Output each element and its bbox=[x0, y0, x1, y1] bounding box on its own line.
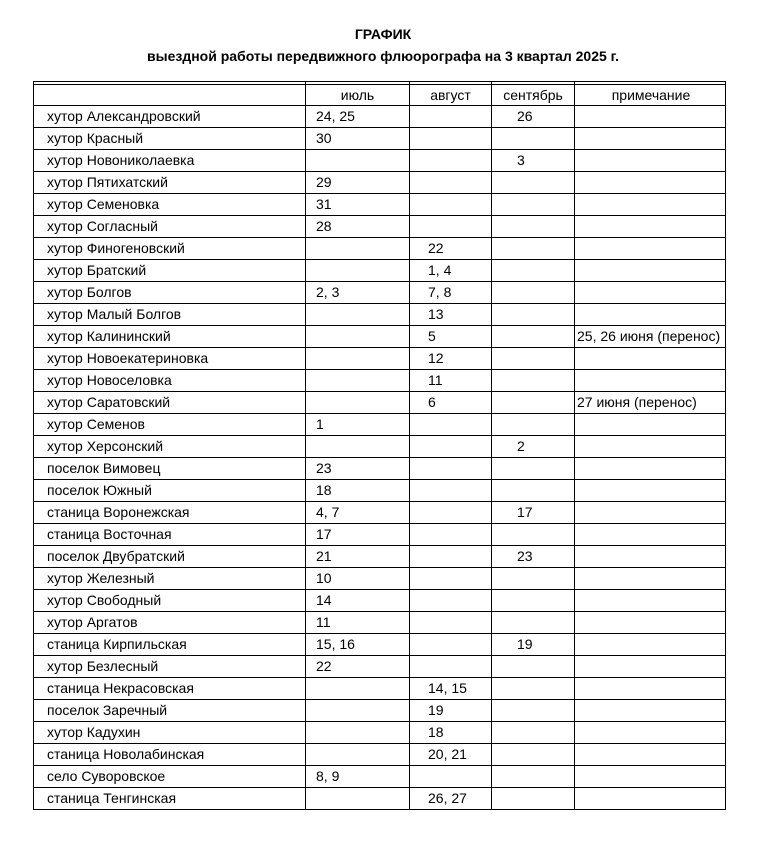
table-row bbox=[34, 744, 726, 766]
table-row bbox=[34, 480, 726, 502]
header-note: примечание bbox=[575, 85, 726, 106]
note-cell bbox=[575, 414, 726, 436]
august-dates-cell: 18 bbox=[410, 722, 492, 744]
august-dates-cell bbox=[410, 524, 492, 546]
table-row bbox=[34, 546, 726, 568]
note-cell bbox=[575, 128, 726, 150]
august-dates-cell: 1, 4 bbox=[410, 260, 492, 282]
september-dates-cell bbox=[492, 370, 575, 392]
table-row bbox=[34, 106, 726, 128]
table-row bbox=[34, 722, 726, 744]
july-dates-cell: 24, 25 bbox=[306, 106, 410, 128]
settlement-name-cell: хутор Братский bbox=[34, 260, 306, 282]
note-cell: 25, 26 июня (перенос) bbox=[575, 326, 726, 348]
table-row bbox=[34, 172, 726, 194]
settlement-name-cell: хутор Саратовский bbox=[34, 392, 306, 414]
august-dates-cell bbox=[410, 150, 492, 172]
settlement-name-cell: хутор Болгов bbox=[34, 282, 306, 304]
august-dates-cell bbox=[410, 568, 492, 590]
july-dates-cell bbox=[306, 304, 410, 326]
settlement-name-cell: хутор Калининский bbox=[34, 326, 306, 348]
august-dates-cell bbox=[410, 656, 492, 678]
august-dates-cell bbox=[410, 634, 492, 656]
table-row bbox=[34, 458, 726, 480]
july-dates-cell bbox=[306, 678, 410, 700]
july-dates-cell: 23 bbox=[306, 458, 410, 480]
august-dates-cell bbox=[410, 546, 492, 568]
table-row bbox=[34, 414, 726, 436]
note-cell bbox=[575, 480, 726, 502]
table-row bbox=[34, 128, 726, 150]
settlement-name-cell: хутор Семеновка bbox=[34, 194, 306, 216]
july-dates-cell bbox=[306, 348, 410, 370]
september-dates-cell bbox=[492, 722, 575, 744]
note-cell bbox=[575, 436, 726, 458]
august-dates-cell bbox=[410, 128, 492, 150]
september-dates-cell bbox=[492, 304, 575, 326]
settlement-name-cell: поселок Двубратский bbox=[34, 546, 306, 568]
settlement-name-cell: хутор Красный bbox=[34, 128, 306, 150]
table-row bbox=[34, 260, 726, 282]
header-name bbox=[34, 85, 306, 106]
settlement-name-cell: станица Новолабинская bbox=[34, 744, 306, 766]
september-dates-cell bbox=[492, 238, 575, 260]
september-dates-cell bbox=[492, 348, 575, 370]
note-cell bbox=[575, 546, 726, 568]
note-cell bbox=[575, 150, 726, 172]
august-dates-cell bbox=[410, 590, 492, 612]
table-row bbox=[34, 524, 726, 546]
settlement-name-cell: хутор Финогеновский bbox=[34, 238, 306, 260]
september-dates-cell bbox=[492, 480, 575, 502]
september-dates-cell bbox=[492, 414, 575, 436]
table-row bbox=[34, 238, 726, 260]
august-dates-cell bbox=[410, 458, 492, 480]
september-dates-cell: 19 bbox=[492, 634, 575, 656]
august-dates-cell bbox=[410, 480, 492, 502]
september-dates-cell bbox=[492, 590, 575, 612]
settlement-name-cell: село Суворовское bbox=[34, 766, 306, 788]
settlement-name-cell: станица Воронежская bbox=[34, 502, 306, 524]
september-dates-cell: 2 bbox=[492, 436, 575, 458]
note-cell: 27 июня (перенос) bbox=[575, 392, 726, 414]
august-dates-cell: 19 bbox=[410, 700, 492, 722]
september-dates-cell bbox=[492, 392, 575, 414]
note-cell bbox=[575, 238, 726, 260]
july-dates-cell bbox=[306, 370, 410, 392]
august-dates-cell bbox=[410, 106, 492, 128]
settlement-name-cell: хутор Новоекатериновка bbox=[34, 348, 306, 370]
settlement-name-cell: хутор Семенов bbox=[34, 414, 306, 436]
july-dates-cell bbox=[306, 700, 410, 722]
note-cell bbox=[575, 634, 726, 656]
august-dates-cell: 26, 27 bbox=[410, 788, 492, 810]
settlement-name-cell: хутор Кадухин bbox=[34, 722, 306, 744]
july-dates-cell: 14 bbox=[306, 590, 410, 612]
note-cell bbox=[575, 106, 726, 128]
note-cell bbox=[575, 458, 726, 480]
august-dates-cell bbox=[410, 414, 492, 436]
july-dates-cell: 4, 7 bbox=[306, 502, 410, 524]
schedule-table bbox=[33, 81, 726, 810]
july-dates-cell: 1 bbox=[306, 414, 410, 436]
settlement-name-cell: хутор Железный bbox=[34, 568, 306, 590]
september-dates-cell: 17 bbox=[492, 502, 575, 524]
note-cell bbox=[575, 612, 726, 634]
july-dates-cell: 15, 16 bbox=[306, 634, 410, 656]
september-dates-cell bbox=[492, 194, 575, 216]
july-dates-cell: 28 bbox=[306, 216, 410, 238]
table-row bbox=[34, 700, 726, 722]
note-cell bbox=[575, 744, 726, 766]
settlement-name-cell: поселок Южный bbox=[34, 480, 306, 502]
note-cell bbox=[575, 700, 726, 722]
settlement-name-cell: поселок Заречный bbox=[34, 700, 306, 722]
settlement-name-cell: станица Кирпильская bbox=[34, 634, 306, 656]
note-cell bbox=[575, 722, 726, 744]
settlement-name-cell: хутор Свободный bbox=[34, 590, 306, 612]
july-dates-cell bbox=[306, 722, 410, 744]
settlement-name-cell: хутор Новоселовка bbox=[34, 370, 306, 392]
note-cell bbox=[575, 502, 726, 524]
settlement-name-cell: станица Тенгинская bbox=[34, 788, 306, 810]
note-cell bbox=[575, 370, 726, 392]
september-dates-cell bbox=[492, 458, 575, 480]
note-cell bbox=[575, 172, 726, 194]
july-dates-cell: 18 bbox=[306, 480, 410, 502]
september-dates-cell bbox=[492, 678, 575, 700]
note-cell bbox=[575, 216, 726, 238]
settlement-name-cell: хутор Новониколаевка bbox=[34, 150, 306, 172]
august-dates-cell: 22 bbox=[410, 238, 492, 260]
july-dates-cell: 8, 9 bbox=[306, 766, 410, 788]
note-cell bbox=[575, 590, 726, 612]
august-dates-cell bbox=[410, 172, 492, 194]
september-dates-cell bbox=[492, 282, 575, 304]
july-dates-cell bbox=[306, 326, 410, 348]
september-dates-cell bbox=[492, 568, 575, 590]
september-dates-cell bbox=[492, 700, 575, 722]
september-dates-cell bbox=[492, 612, 575, 634]
september-dates-cell bbox=[492, 788, 575, 810]
table-row bbox=[34, 150, 726, 172]
july-dates-cell bbox=[306, 260, 410, 282]
september-dates-cell bbox=[492, 260, 575, 282]
july-dates-cell: 22 bbox=[306, 656, 410, 678]
september-dates-cell bbox=[492, 216, 575, 238]
note-cell bbox=[575, 304, 726, 326]
table-row bbox=[34, 370, 726, 392]
note-cell bbox=[575, 766, 726, 788]
settlement-name-cell: хутор Херсонский bbox=[34, 436, 306, 458]
note-cell bbox=[575, 282, 726, 304]
august-dates-cell: 7, 8 bbox=[410, 282, 492, 304]
july-dates-cell: 30 bbox=[306, 128, 410, 150]
august-dates-cell: 12 bbox=[410, 348, 492, 370]
table-row bbox=[34, 634, 726, 656]
july-dates-cell bbox=[306, 150, 410, 172]
july-dates-cell bbox=[306, 392, 410, 414]
september-dates-cell bbox=[492, 128, 575, 150]
settlement-name-cell: хутор Малый Болгов bbox=[34, 304, 306, 326]
note-cell bbox=[575, 656, 726, 678]
table-row bbox=[34, 656, 726, 678]
august-dates-cell: 20, 21 bbox=[410, 744, 492, 766]
august-dates-cell bbox=[410, 436, 492, 458]
table-row bbox=[34, 568, 726, 590]
settlement-name-cell: станица Некрасовская bbox=[34, 678, 306, 700]
table-row bbox=[34, 612, 726, 634]
table-header-row bbox=[34, 85, 726, 106]
settlement-name-cell: хутор Пятихатский bbox=[34, 172, 306, 194]
table-row bbox=[34, 304, 726, 326]
table-row bbox=[34, 326, 726, 348]
july-dates-cell: 2, 3 bbox=[306, 282, 410, 304]
august-dates-cell: 6 bbox=[410, 392, 492, 414]
note-cell bbox=[575, 568, 726, 590]
september-dates-cell bbox=[492, 172, 575, 194]
table-row bbox=[34, 766, 726, 788]
table-row bbox=[34, 678, 726, 700]
july-dates-cell: 21 bbox=[306, 546, 410, 568]
table-row bbox=[34, 216, 726, 238]
july-dates-cell bbox=[306, 238, 410, 260]
september-dates-cell bbox=[492, 656, 575, 678]
note-cell bbox=[575, 678, 726, 700]
july-dates-cell: 31 bbox=[306, 194, 410, 216]
table-row bbox=[34, 194, 726, 216]
september-dates-cell bbox=[492, 326, 575, 348]
header-august: август bbox=[410, 85, 492, 106]
table-row bbox=[34, 282, 726, 304]
settlement-name-cell: поселок Вимовец bbox=[34, 458, 306, 480]
august-dates-cell: 11 bbox=[410, 370, 492, 392]
table-row bbox=[34, 392, 726, 414]
july-dates-cell: 10 bbox=[306, 568, 410, 590]
august-dates-cell bbox=[410, 216, 492, 238]
september-dates-cell bbox=[492, 524, 575, 546]
august-dates-cell: 5 bbox=[410, 326, 492, 348]
september-dates-cell bbox=[492, 766, 575, 788]
settlement-name-cell: станица Восточная bbox=[34, 524, 306, 546]
september-dates-cell: 23 bbox=[492, 546, 575, 568]
note-cell bbox=[575, 348, 726, 370]
july-dates-cell: 17 bbox=[306, 524, 410, 546]
table-row bbox=[34, 348, 726, 370]
settlement-name-cell: хутор Согласный bbox=[34, 216, 306, 238]
settlement-name-cell: хутор Безлесный bbox=[34, 656, 306, 678]
note-cell bbox=[575, 524, 726, 546]
header-july: июль bbox=[306, 85, 410, 106]
table-row bbox=[34, 590, 726, 612]
july-dates-cell bbox=[306, 788, 410, 810]
september-dates-cell bbox=[492, 744, 575, 766]
september-dates-cell: 3 bbox=[492, 150, 575, 172]
table-row bbox=[34, 502, 726, 524]
document-subtitle: выездной работы передвижного флюорографа на 3 квартал 2025 г. bbox=[147, 48, 619, 64]
july-dates-cell bbox=[306, 744, 410, 766]
august-dates-cell bbox=[410, 612, 492, 634]
document-title: ГРАФИК bbox=[354, 26, 412, 42]
july-dates-cell bbox=[306, 436, 410, 458]
settlement-name-cell: хутор Аргатов bbox=[34, 612, 306, 634]
july-dates-cell: 29 bbox=[306, 172, 410, 194]
table-row bbox=[34, 436, 726, 458]
september-dates-cell: 26 bbox=[492, 106, 575, 128]
july-dates-cell: 11 bbox=[306, 612, 410, 634]
august-dates-cell bbox=[410, 194, 492, 216]
august-dates-cell bbox=[410, 502, 492, 524]
table-row bbox=[34, 788, 726, 810]
august-dates-cell bbox=[410, 766, 492, 788]
note-cell bbox=[575, 788, 726, 810]
note-cell bbox=[575, 194, 726, 216]
august-dates-cell: 13 bbox=[410, 304, 492, 326]
header-september: сентябрь bbox=[492, 85, 575, 106]
settlement-name-cell: хутор Александровский bbox=[34, 106, 306, 128]
august-dates-cell: 14, 15 bbox=[410, 678, 492, 700]
note-cell bbox=[575, 260, 726, 282]
